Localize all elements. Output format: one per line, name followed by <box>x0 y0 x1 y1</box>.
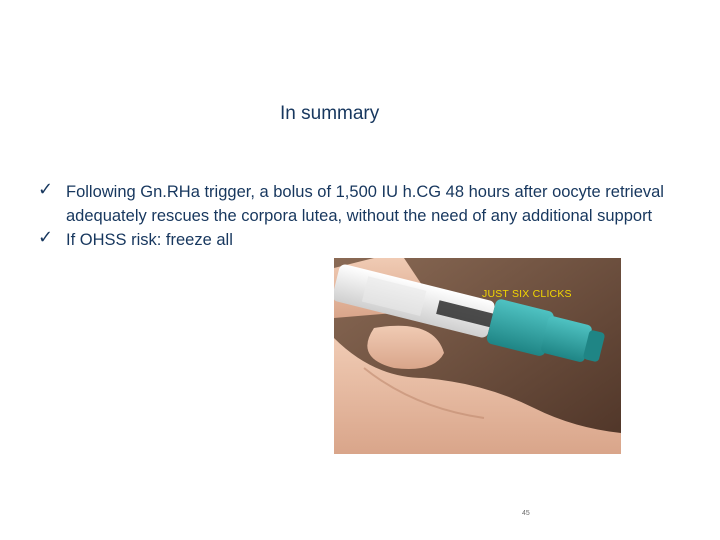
injection-pen-photo <box>334 258 621 454</box>
bullet-text: If OHSS risk: freeze all <box>66 231 233 249</box>
injection-pen-image <box>334 258 621 454</box>
checkmark-icon: ✓ <box>38 179 54 200</box>
photo-caption: JUST SIX CLICKS <box>482 288 572 300</box>
bullet-item <box>38 180 688 228</box>
slide-title: In summary <box>280 103 380 124</box>
page-number: 45 <box>522 510 530 517</box>
bullet-item <box>38 228 688 252</box>
bullet-list <box>38 180 688 252</box>
bullet-text: Following Gn.RHa trigger, a bolus of 1,500 IU h.CG 48 hours after oocyte retrieval adequately rescues the corpora lutea, without the need of any additional support <box>66 183 664 225</box>
checkmark-icon: ✓ <box>38 227 54 248</box>
